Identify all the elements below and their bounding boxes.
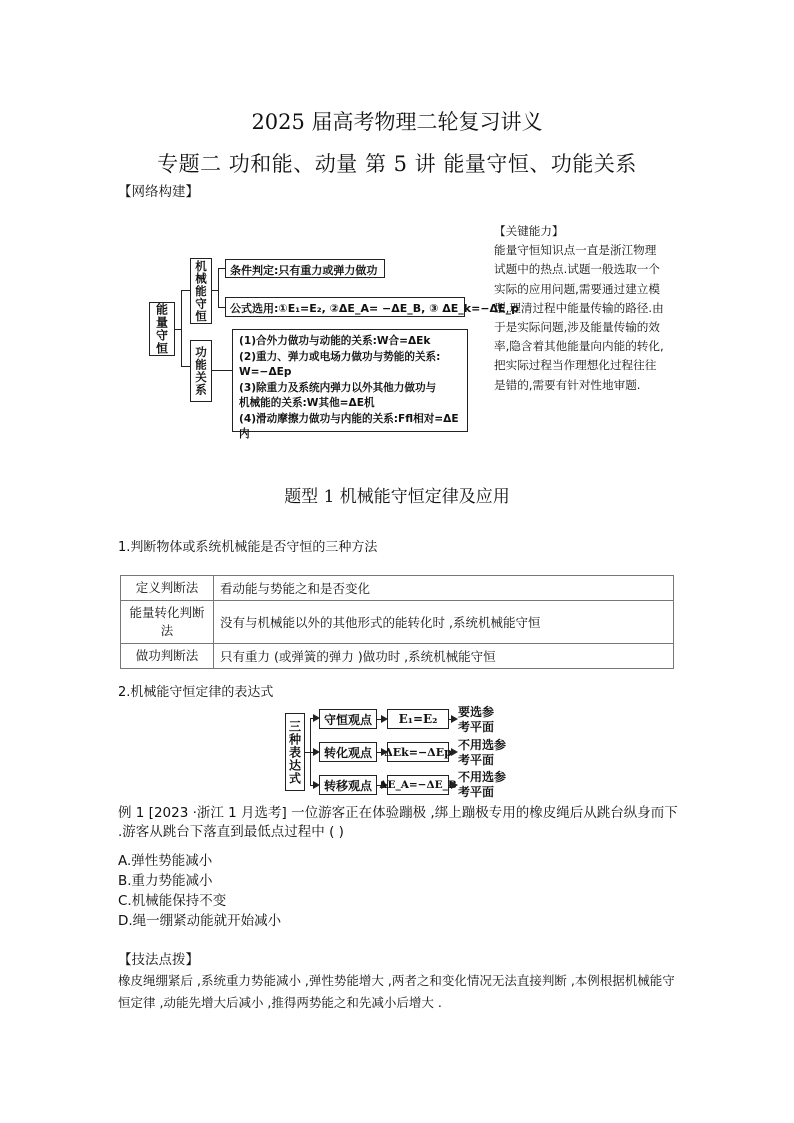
- tips-text: 橡皮绳绷紧后 ,系统重力势能减小 ,弹性势能增大 ,两者之和变化情况无法直接判断 ,本例根据机械能守恒定律 ,动能先增大后减小 ,推得两势能之和先减小后增大 .: [118, 973, 675, 1010]
- concept-condition: 条件判定:只有重力或弹力做功: [225, 259, 385, 278]
- forms-formula: ΔE_A=−ΔE_B: [387, 775, 449, 795]
- forms-note: 考平面: [458, 785, 495, 799]
- key-ability-panel: [494, 222, 664, 395]
- forms-formula: E₁=E₂: [387, 709, 449, 729]
- concept-branch-function: 功能关系: [190, 340, 212, 402]
- method-name: 定义判断法: [121, 576, 214, 601]
- point-1: 1.判断物体或系统机械能是否守恒的三种方法: [118, 540, 378, 555]
- option-a: A.弹性势能减小: [118, 853, 213, 869]
- document-title: 2025 届高考物理二轮复习讲义: [251, 110, 543, 134]
- option-c: C.机械能保持不变: [118, 893, 227, 909]
- method-desc: 只有重力 (或弹簧的弹力 )做功时 ,系统机械能守恒: [214, 644, 674, 669]
- forms-note: 考平面: [458, 753, 495, 767]
- method-name: 能量转化判断法: [121, 601, 214, 644]
- concept-branch-mechanical: 机械能守恒: [190, 258, 212, 324]
- methods-table: [120, 575, 674, 669]
- forms-note: 考平面: [458, 720, 495, 734]
- forms-label: 三种表达式: [285, 713, 305, 791]
- forms-view: 守恒观点: [319, 709, 377, 729]
- forms-note: 要选参: [458, 705, 495, 719]
- section-title: 题型 1 机械能守恒定律及应用: [284, 487, 510, 507]
- method-desc: 看动能与势能之和是否变化: [214, 576, 674, 601]
- forms-formula: ΔEk=−ΔEp: [387, 742, 449, 762]
- document-subtitle: 专题二 功和能、动量 第 5 讲 能量守恒、功能关系: [157, 152, 637, 176]
- point-2: 2.机械能守恒定律的表达式: [118, 685, 274, 700]
- key-ability-heading: 【关键能力】: [494, 224, 564, 238]
- table-row: [121, 601, 674, 644]
- table-row: [121, 644, 674, 669]
- forms-view: 转化观点: [319, 742, 377, 762]
- example-question: 例 1 [2023 ·浙江 1 月选考] 一位游客正在体验蹦极 ,绑上蹦极专用的橡皮绳后从跳台纵身而下 .游客从跳台下落直到最低点过程中 ( ): [118, 805, 678, 840]
- option-b: B.重力势能减小: [118, 873, 213, 889]
- method-desc: 没有与机械能以外的其他形式的能转化时 ,系统机械能守恒: [214, 601, 674, 644]
- table-row: [121, 576, 674, 601]
- network-label: 【网络构建】: [118, 184, 199, 200]
- tips-heading: 【技法点拨】: [118, 952, 199, 968]
- concept-root: 能量守恒: [149, 302, 175, 356]
- forms-view: 转移观点: [319, 775, 377, 795]
- key-ability-text: 能量守恒知识点一直是浙江物理试题中的热点.试题一般选取一个实际的应用问题,需要通过建立模型,理清过程中能量传输的路径.由于是实际问题,涉及能量传输的效率,隐含着其他能量向内能的转化,把实际过程当作理想化过程往往是错的,需要有针对性地审题.: [494, 243, 664, 392]
- option-d: D.绳一绷紧动能就开始减小: [118, 913, 282, 929]
- concept-formula: 公式选用:①E₁=E₂, ②ΔE_A= −ΔE_B, ③ ΔE_k=−ΔE_p: [225, 297, 465, 317]
- concept-function-relations: (1)合外力做功与动能的关系:W合=ΔEk (2)重力、弹力或电场力做功与势能的关系: W=−ΔEp (3)除重力及系统内弹力以外其他力做功与 机械能的关系:W其他=ΔE机 (4)滑动摩擦力做功与内能的关系:Ffl相对=ΔE内: [232, 329, 468, 432]
- method-name: 做功判断法: [121, 644, 214, 669]
- forms-note: 不用选参: [458, 738, 507, 752]
- forms-note: 不用选参: [458, 770, 507, 784]
